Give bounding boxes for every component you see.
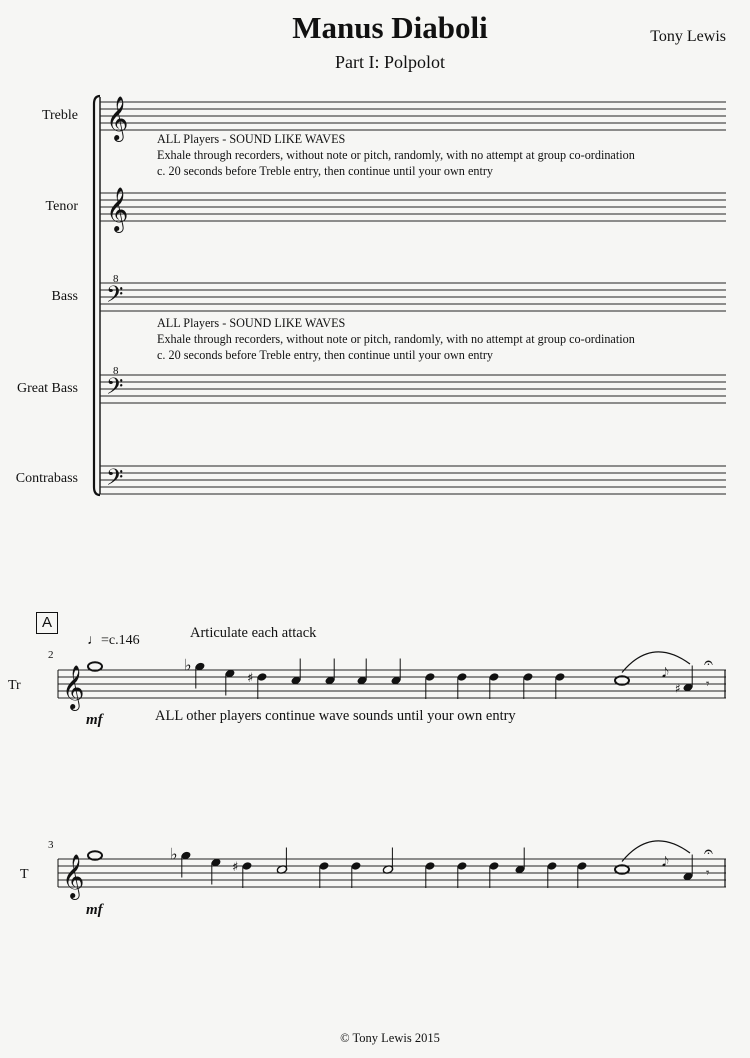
instrument-label-tenor: Tenor [45, 199, 78, 214]
fermata-icon: 𝄐 [704, 653, 713, 672]
whole-note [88, 662, 102, 671]
treble-note-group [88, 652, 713, 699]
staff-contrabass [100, 466, 726, 494]
sharp-icon: ♯ [232, 860, 239, 875]
bass-clef-icon: 𝄢 [106, 374, 124, 405]
sharp-icon: ♯ [675, 681, 681, 696]
composer-name: Tony Lewis [650, 28, 726, 45]
flat-icon: ♭ [184, 655, 192, 675]
eighth-rest-icon: 𝄾 [706, 866, 710, 881]
rehearsal-mark: A [36, 612, 58, 634]
copyright-notice: © Tony Lewis 2015 [340, 1031, 440, 1045]
slur [622, 652, 690, 673]
fermata-icon: 𝄐 [704, 842, 713, 861]
treble-clef-icon: 𝄞 [62, 854, 85, 898]
dynamic-marking: mf [86, 712, 103, 728]
treble-clef-icon: 𝄞 [106, 96, 129, 140]
score-subtitle: Part I: Polpolot [334, 52, 445, 72]
whole-note [615, 676, 629, 685]
bass-clef-icon: 𝄢 [106, 465, 124, 496]
quarter-note-icon: ♩ [87, 633, 101, 648]
dynamic-marking: mf [86, 902, 103, 918]
instrument-label-great-bass: Great Bass [16, 381, 78, 396]
instrument-label-treble: Treble [41, 108, 78, 123]
staff-bass [100, 283, 726, 311]
staff-treble [100, 102, 726, 130]
system-bracket [94, 96, 100, 495]
instruction-line: Exhale through recorders, without note or pitch, randomly, with no attempt at group co-ordination [157, 148, 635, 162]
instrument-label-contrabass: Contrabass [15, 471, 78, 486]
tempo-value: =c.146 [101, 633, 140, 648]
grace-note-icon: 𝅘𝅥𝅮 [662, 666, 669, 681]
instruction-line: Exhale through recorders, without note or pitch, randomly, with no attempt at group co-ordination [157, 332, 635, 346]
measure-number: 2 [48, 649, 54, 661]
staff-tenor [100, 193, 726, 221]
treble-clef-icon: 𝄞 [62, 665, 85, 709]
instruction-line: ALL Players - SOUND LIKE WAVES [157, 316, 346, 330]
whole-note [615, 865, 629, 874]
bass-clef-icon: 𝄢 [106, 282, 124, 313]
octave-mark: 8 [113, 365, 119, 377]
staff-label-tenor: T [20, 867, 29, 882]
articulation-instruction: Articulate each attack [190, 625, 317, 641]
octave-mark: 8 [113, 273, 119, 285]
continue-instruction: ALL other players continue wave sounds until your own entry [155, 708, 516, 724]
tenor-note-group [88, 841, 713, 888]
staff-great-bass [100, 375, 726, 403]
slur [622, 841, 690, 862]
whole-note [88, 851, 102, 860]
treble-clef-icon: 𝄞 [106, 187, 129, 231]
grace-note-icon: 𝅘𝅥𝅮 [662, 855, 669, 870]
score-title: Manus Diaboli [292, 10, 488, 45]
flat-icon: ♭ [170, 844, 178, 864]
instruction-line: ALL Players - SOUND LIKE WAVES [157, 132, 346, 146]
staff-label-treble: Tr [8, 678, 21, 693]
eighth-rest-icon: 𝄾 [706, 677, 710, 692]
instrument-label-bass: Bass [51, 289, 78, 304]
instruction-line: c. 20 seconds before Treble entry, then continue until your own entry [157, 164, 493, 178]
instruction-line: c. 20 seconds before Treble entry, then continue until your own entry [157, 348, 493, 362]
measure-number: 3 [48, 839, 54, 851]
sharp-icon: ♯ [247, 671, 254, 686]
